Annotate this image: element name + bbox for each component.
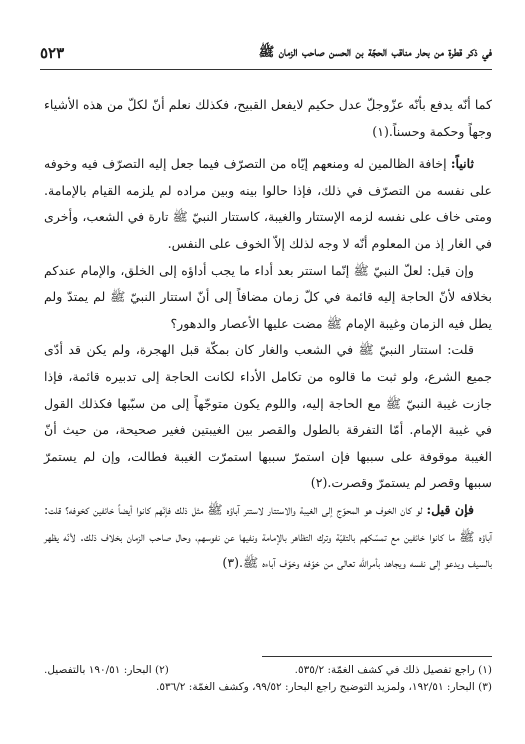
paragraph-1: كما أنّه يدفع بأنّه عزّوجلّ عدل حكيم لايفعل القبيح، فكذلك نعلم أنّ لكلّ من هذه الأشياء وجهاً وحكمة وحسناً.(١) bbox=[44, 97, 492, 139]
paragraph-lead: ثانياً: bbox=[450, 156, 474, 172]
page-number: ٥٢٣ bbox=[40, 44, 65, 62]
footnote-1: (١) راجع تفصيل ذلك في كشف الغمّة: ٥٣٥/٢. bbox=[294, 664, 492, 676]
footnote-3: (٣) البحار: ١٩٢/٥١، ولمزيد التوضيح راجع البحار: ٩٩/٥٢، وكشف الغمّة: ٥٣٦/٢. bbox=[155, 681, 492, 693]
paragraph-3: وإن قيل: لعلّ النبيّ ﷺ إنّما استتر بعد أداء ما يجب أداؤه إلى الخلق، والإمام عندكم بخلافه لأنّ الحاجة إليه قائمة في كلّ زمان مضافاً إلى أنّ استتار النبيّ ﷺ لم يمتدّ ولم يطل فيه الزمان وغيبة الإمام ﷺ مضت عليها الأعصار والدهور؟ bbox=[44, 262, 492, 331]
header-divider bbox=[40, 69, 492, 70]
running-title: في ذكر قطرة من بحار مناقب الحجّة بن الحسن صاحب الزمان ﷺ bbox=[258, 45, 492, 60]
paragraph-4: قلت: استتار النبيّ ﷺ في الشعب والغار كان بمكّة قبل الهجرة، ولم يكن قد أدّى جميع الشرع، ولو ثبت ما قالوه من تكامل الأداء لكانت الحاجة إلى تدبيره قائمة، فإذا جازت غيبة النبيّ ﷺ مع الحاجة إليه، واللوم يكون متوجّهاً إلى من سبّبها فكذلك القول في غيبة الإمام. أمّا التفرقة بالطول والقصر بين الغيبتين فغير صحيحة، من حيث أنّ الغيبة موقوفة على سببها فإن استمرّ سببها استمرّت الغيبة فطالت، وإن لم يستمرّ سببها وقصر لم يستمرّ وقصرت.(٢) bbox=[44, 342, 492, 491]
footnote-row bbox=[44, 662, 492, 679]
main-text bbox=[44, 92, 492, 577]
footnote-2: (٢) البحار: ١٩٠/٥١ بالتفصيل. bbox=[44, 664, 169, 676]
paragraph-5: فإن قيل: لو كان الخوف هو المحوّج إلى الغيبة والاستتار لاستتر آباؤه ﷺ مثل ذلك فإنّهم كانوا أيضاً خائفين كخوفه؟ قلت: آباؤه ﷺ ما كانوا خائفين مع تمسّكهم بالتقيّة وترك التظاهر بالإمامة ونفيها عن نفوسهم، وحال صاحب الزمان بخلاف ذلك. لأنّه يظهر بالسيف ويدعو إلى نفسه ويجاهد بأمرالله تعالى من خوّفه وخوّف آباءه ﷺ.(٣) bbox=[44, 501, 492, 571]
paragraph-2: ثانياً: إخافة الظالمين له ومنعهم إيّاه من التصرّف فيما جعل إليه التصرّف فيه وخوفه على نفسه من التصرّف في ذلك، فإذا حالوا بينه وبين مراده لم يلزمه القيام بالإمامة. ومتى خاف على نفسه لزمه الإستتار والغيبة، كاستتار النبيّ ﷺ تارة في الشعب، وأخرى في الغار إذ من المعلوم أنّه لا وجه لذلك إلاّ الخوف على النفس. bbox=[44, 156, 492, 251]
footnote-divider bbox=[262, 656, 492, 657]
footnotes bbox=[44, 662, 492, 696]
page-header bbox=[40, 40, 492, 70]
paragraph-lead: فإن قيل: bbox=[426, 501, 474, 517]
